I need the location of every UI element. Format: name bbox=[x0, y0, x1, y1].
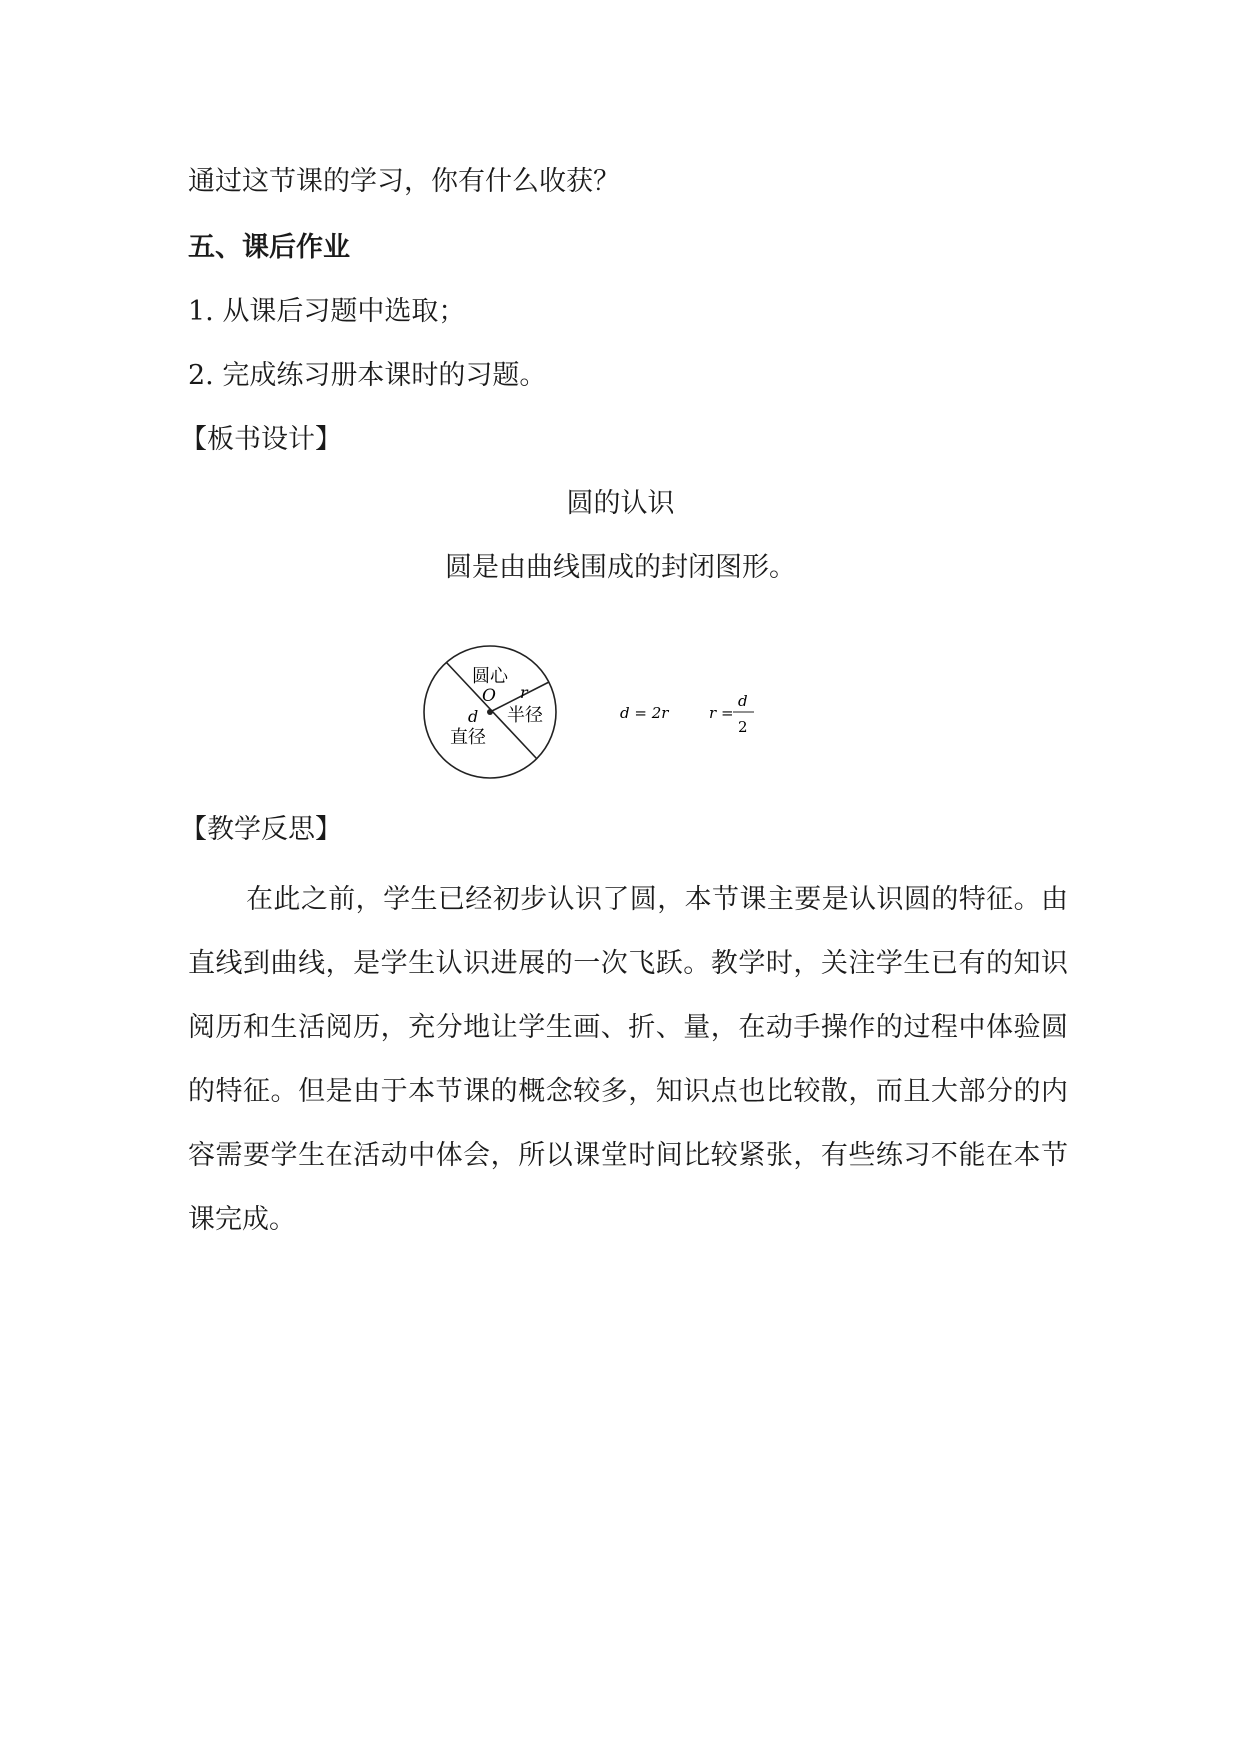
center-point bbox=[487, 709, 493, 715]
homework-item-2: 2. 完成练习册本课时的习题。 bbox=[188, 360, 547, 391]
center-label: 圆心 bbox=[472, 666, 508, 687]
formula-r-lhs: r = bbox=[709, 704, 734, 722]
reflection-heading: 【教学反思】 bbox=[180, 814, 342, 845]
summary-question: 通过这节课的学习，你有什么收获？ bbox=[188, 166, 620, 197]
homework-heading: 五、课后作业 bbox=[188, 232, 350, 263]
board-definition: 圆是由曲线围成的封闭图形。 bbox=[445, 552, 796, 583]
reflection-paragraph: 在此之前，学生已经初步认识了圆，本节课主要是认识圆的特征。由直线到曲线，是学生认识进展的一次飞跃。教学时，关注学生已有的知识阅历和生活阅历，充分地让学生画、折、量，在动手操作的过程中体验圆的特征。但是由于本节课的概念较多，知识点也比较散，而且大部分的内容需要学生在活动中体会，所以课堂时间比较紧张，有些练习不能在本节课完成。 bbox=[188, 884, 1068, 1235]
formula-r-denominator: 2 bbox=[738, 718, 748, 736]
radius-symbol: r bbox=[520, 683, 528, 702]
diameter-label: 直径 bbox=[450, 727, 486, 748]
board-design-heading: 【板书设计】 bbox=[180, 424, 342, 455]
diameter-symbol: d bbox=[468, 707, 479, 726]
formula-r-numerator: d bbox=[738, 692, 748, 710]
formula-d: d = 2r bbox=[620, 704, 669, 722]
center-symbol: O bbox=[482, 686, 496, 706]
circle-diagram-svg bbox=[420, 642, 770, 782]
circle-diagram bbox=[420, 642, 770, 782]
homework-item-1: 1. 从课后习题中选取； bbox=[188, 296, 466, 327]
board-title: 圆的认识 bbox=[566, 488, 675, 519]
radius-label: 半径 bbox=[507, 705, 543, 726]
